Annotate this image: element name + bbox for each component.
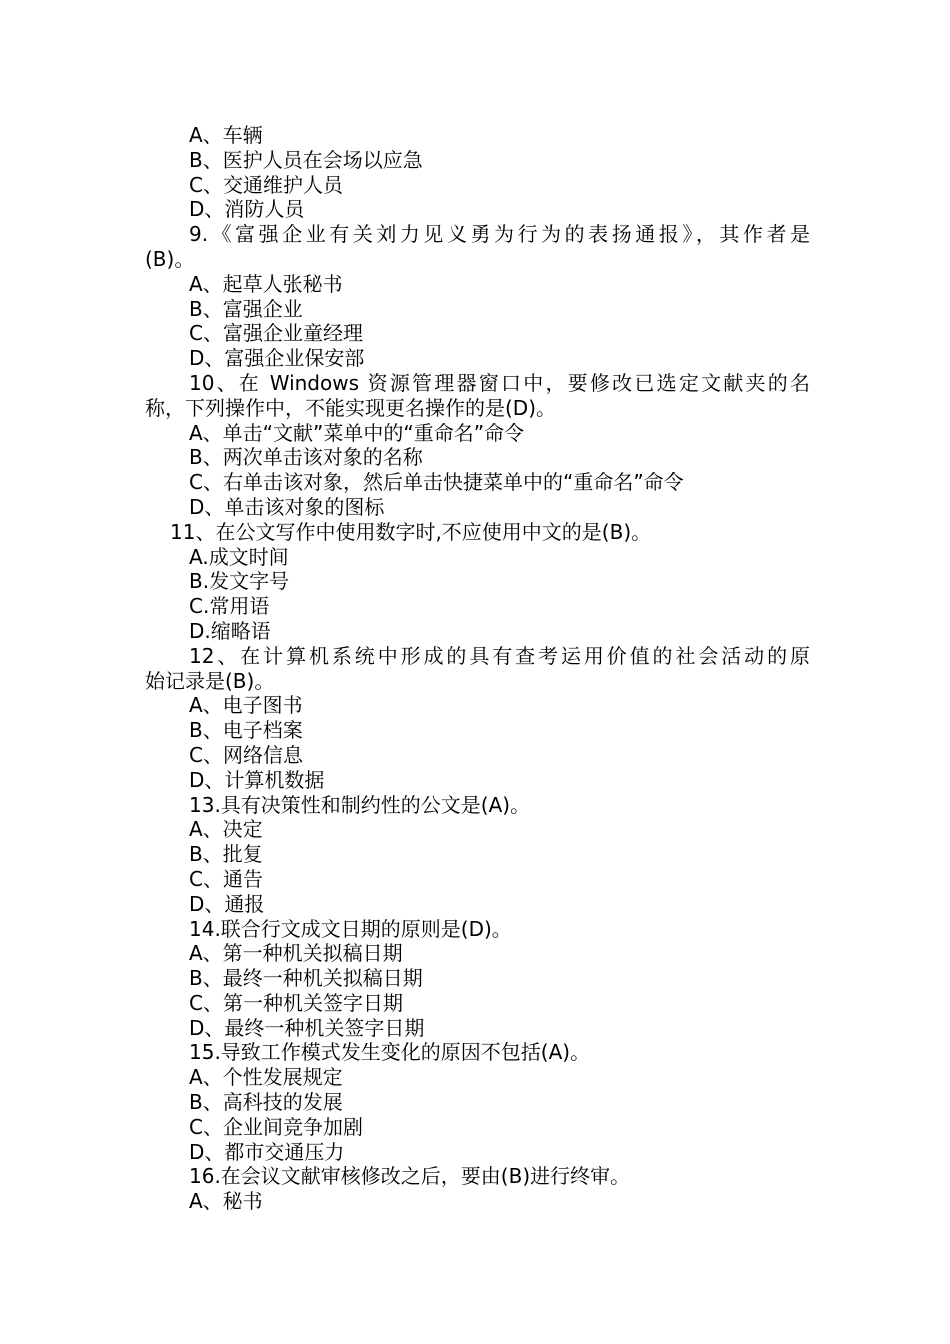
answer-option: B、批复	[189, 842, 263, 867]
question-paragraph	[145, 371, 810, 421]
answer-option: D、富强企业保安部	[189, 346, 365, 371]
question-text: 14.联合行文成文日期的原则是(D)。	[189, 916, 512, 941]
answer-option: B、最终一种机关拟稿日期	[189, 966, 423, 991]
question-text-line: 称，下列操作中，不能实现更名操作的是(D)。	[145, 395, 557, 420]
answer-option: B.发文字号	[189, 569, 290, 594]
answer-option: B、高科技的发展	[189, 1090, 343, 1115]
answer-option: A、个性发展规定	[189, 1065, 343, 1090]
answer-option: C、交通维护人员	[189, 172, 343, 197]
answer-option: D.缩略语	[189, 618, 271, 643]
answer-option: A、决定	[189, 817, 263, 842]
question-paragraph	[145, 222, 810, 272]
answer-option: A、车辆	[189, 123, 263, 147]
answer-option: B、两次单击该对象的名称	[189, 445, 423, 470]
answer-option: A.成文时间	[189, 544, 289, 569]
question-text-line: 12、在计算机系统中形成的具有查考运用价值的社会活动的原	[189, 643, 810, 668]
answer-option: B、电子档案	[189, 718, 303, 743]
answer-option: A、电子图书	[189, 693, 303, 718]
answer-option: A、单击“文献”菜单中的“重命名”命令	[189, 420, 525, 445]
answer-option: A、第一种机关拟稿日期	[189, 941, 403, 966]
answer-option: C、通告	[189, 866, 263, 891]
question-text: 15.导致工作模式发生变化的原因不包括(A)。	[189, 1040, 591, 1065]
question-paragraph	[145, 644, 810, 694]
answer-option: B、富强企业	[189, 296, 303, 321]
question-text-line: 9.《富强企业有关刘力见义勇为行为的表扬通报》，其作者是	[189, 222, 810, 247]
document-body	[145, 123, 810, 1214]
answer-option: D、最终一种机关签字日期	[189, 1015, 425, 1040]
answer-option: C、右单击该对象，然后单击快捷菜单中的“重命名”命令	[189, 470, 684, 495]
answer-option: D、计算机数据	[189, 767, 325, 792]
answer-option: C、第一种机关签字日期	[189, 990, 403, 1015]
answer-option: A、起草人张秘书	[189, 271, 343, 296]
answer-option: B、医护人员在会场以应急	[189, 147, 423, 172]
answer-option: D、通报	[189, 891, 265, 916]
question-text-line: (B)。	[145, 246, 195, 271]
answer-option: C、富强企业童经理	[189, 321, 363, 346]
question-text: 13.具有决策性和制约性的公文是(A)。	[189, 792, 531, 817]
question-text: 11、在公文写作中使用数字时,不应使用中文的是(B)。	[170, 519, 652, 544]
answer-option: D、单击该对象的图标	[189, 494, 385, 519]
answer-option: C、网络信息	[189, 742, 303, 767]
answer-option: C、企业间竞争加剧	[189, 1114, 363, 1139]
question-text-line: 10、在 Windows 资源管理器窗口中，要修改已选定文献夹的名	[189, 370, 810, 395]
answer-option: D、消防人员	[189, 197, 305, 222]
answer-option: A、秘书	[189, 1189, 263, 1214]
question-text: 16.在会议文献审核修改之后，要由(B)进行终审。	[189, 1164, 631, 1189]
question-text-line: 始记录是(B)。	[145, 668, 275, 693]
answer-option: C.常用语	[189, 594, 270, 619]
answer-option: D、都市交通压力	[189, 1139, 345, 1164]
